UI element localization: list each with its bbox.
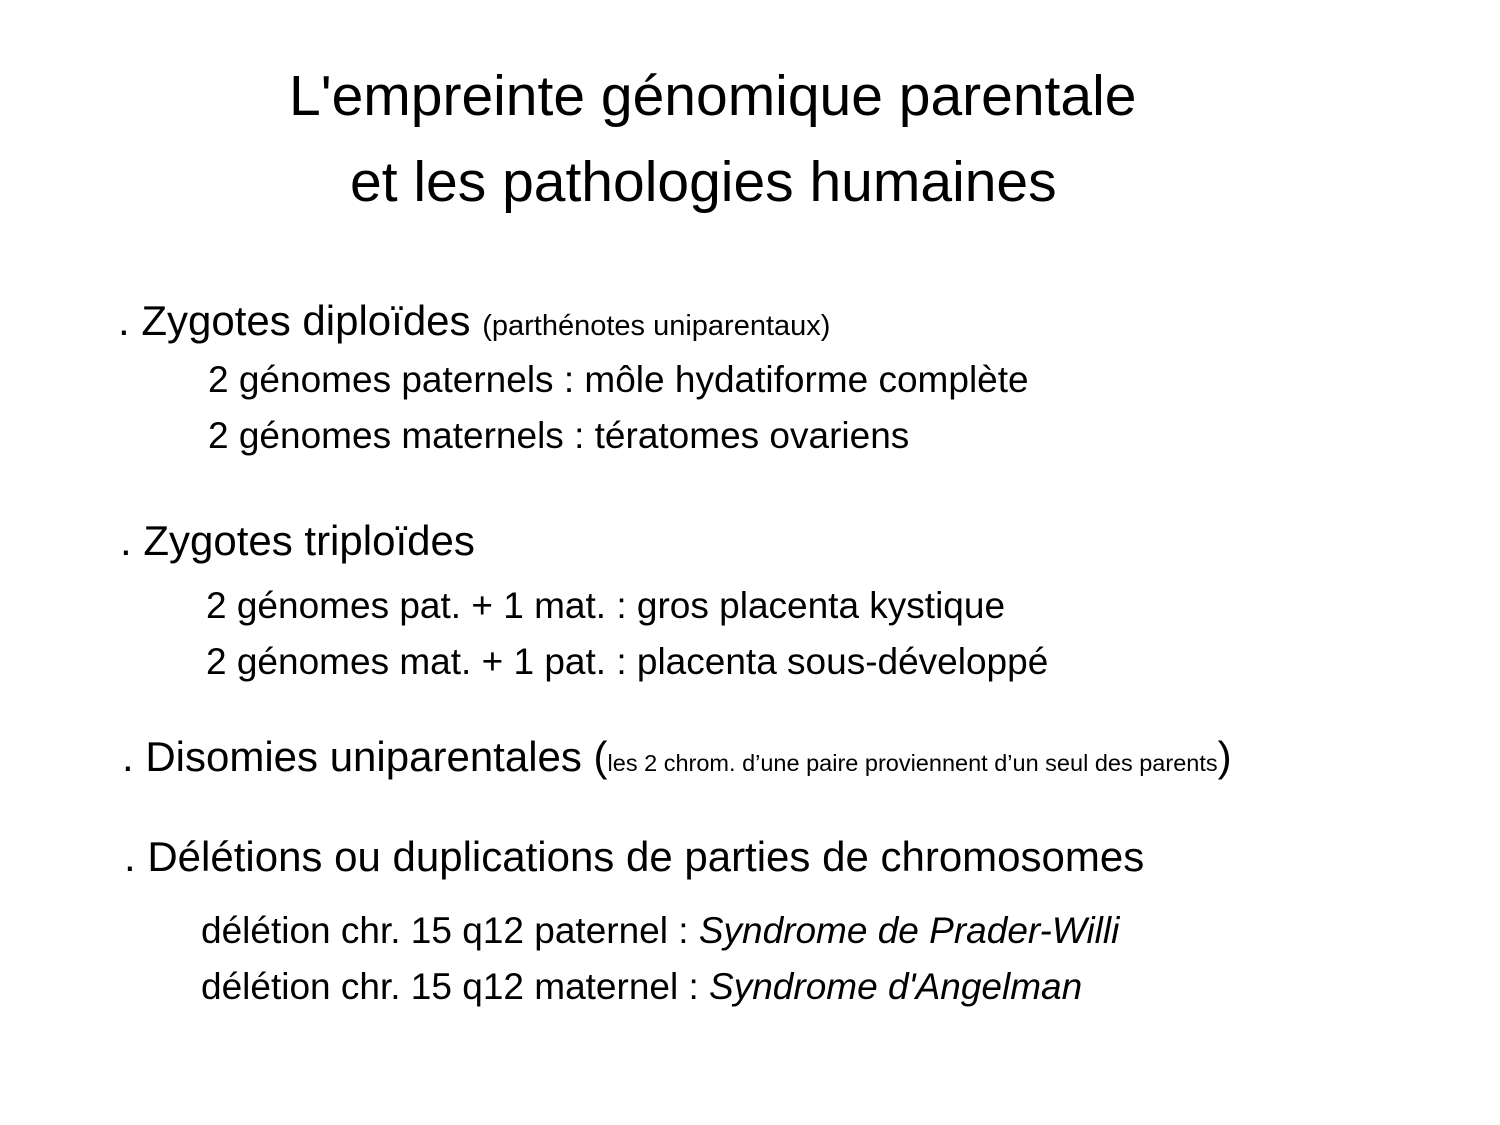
section-heading-deletions: . Délétions ou duplications de parties de chromosomes [124, 833, 1145, 880]
deletion-item-1-syndrome: Syndrome de Prader-Willi [698, 910, 1120, 951]
deletion-item-2-syndrome: Syndrome d'Angelman [709, 966, 1083, 1007]
title-line-1: L'empreinte génomique parentale [289, 64, 1137, 128]
section-heading-disomy [122, 731, 1232, 789]
deletion-item-2-prefix: délétion chr. 15 q12 maternel : [201, 966, 710, 1007]
disomy-heading-note: les 2 chrom. d’une paire proviennent d’un seul des parents [607, 750, 1218, 776]
deletion-item-1-prefix: délétion chr. 15 q12 paternel : [201, 910, 699, 951]
title-line-2: et les pathologies humaines [350, 150, 1057, 214]
section-heading-triploid: . Zygotes triploïdes [120, 517, 475, 564]
diploid-heading-note: (parthénotes uniparentaux) [482, 310, 831, 342]
disomy-heading-close: ) [1217, 733, 1232, 780]
disomy-heading-text: . Disomies uniparentales ( [122, 733, 608, 780]
triploid-item-2: 2 génomes mat. + 1 pat. : placenta sous-développé [206, 641, 1049, 682]
triploid-item-1: 2 génomes pat. + 1 mat. : gros placenta kystique [206, 585, 1006, 626]
deletion-item-2 [201, 964, 1082, 1010]
section-heading-diploid [118, 295, 830, 352]
diploid-item-2: 2 génomes maternels : tératomes ovariens [208, 415, 910, 456]
diploid-item-1: 2 génomes paternels : môle hydatiforme complète [208, 359, 1029, 400]
deletion-item-1 [201, 908, 1119, 954]
diploid-heading-text: . Zygotes diploïdes [118, 297, 471, 344]
